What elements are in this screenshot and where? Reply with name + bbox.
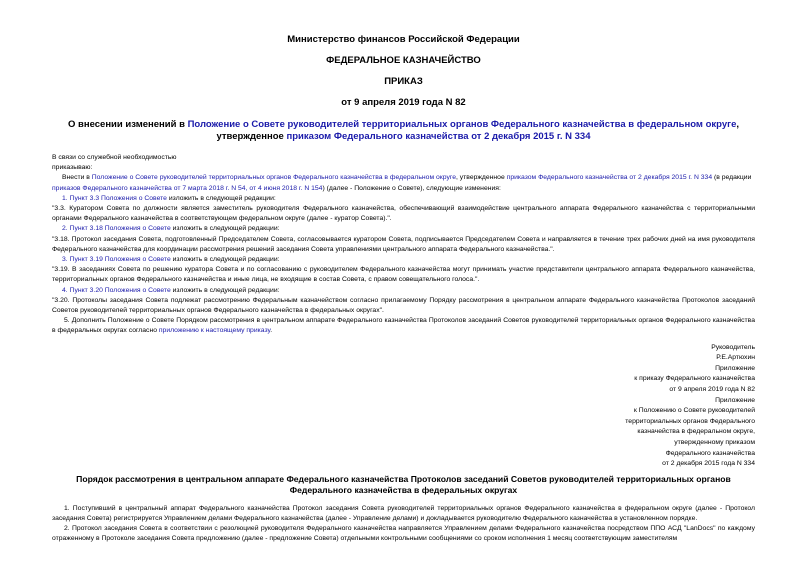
p1-text-b: , утвержденное	[456, 174, 507, 182]
item-5-text: 5. Дополнить Положение о Совете Порядком рассмотрения в центральном аппарате Федерального казначейства Протоколов заседаний Советов руководителей территориальных органов Федерального казначейства в федеральных округах согласно	[52, 317, 755, 335]
doctype-heading: ПРИКАЗ	[384, 76, 423, 87]
item-2-link[interactable]: 2. Пункт 3.18 Положения о Совете	[62, 225, 171, 233]
item-2-text: изложить в следующей редакции:	[170, 225, 280, 233]
date-number: от 9 апреля 2019 года N 82	[341, 97, 466, 108]
title-link-regulation[interactable]: Положение о Совете руководителей территориальных органов Федерального казначейства в федеральном округе	[187, 119, 737, 130]
document-title	[52, 119, 755, 143]
item-3	[52, 255, 755, 265]
appendix-2-line-6: от 2 декабря 2015 года N 334	[662, 460, 755, 468]
item-4-link[interactable]: 4. Пункт 3.20 Положения о Совете	[62, 286, 171, 294]
appendix-2-line-4: утвержденному приказом	[674, 439, 755, 446]
item-4-text: изложить в следующей редакции:	[170, 286, 280, 294]
item-5	[52, 316, 755, 336]
p1-text-c: (в редакции	[712, 174, 752, 182]
item-2-quote: "3.18. Протокол заседания Совета, подготовленный Председателем Совета, согласовывается куратором Совета, подписывается Председателем Совета и направляется в течение трех рабочих дней на имя руководителя Федерального казначейства для координации рассмотрения решений заседания Совета управлениями центрального аппарата Федерального казначейства.".	[52, 235, 755, 253]
appendix-2-line-2: территориальных органов Федерального	[625, 417, 755, 425]
item-5-end: .	[270, 327, 273, 335]
title-prefix: О внесении изменений в	[67, 119, 188, 130]
p1-link-order[interactable]: приказом Федерального казначейства от 2 декабря 2015 г. N 334	[506, 174, 713, 182]
item-2	[52, 224, 755, 234]
item-4-quote: "3.20. Протоколы заседания Совета подлежат рассмотрению Федеральным казначейством согласно прилагаемому Порядку рассмотрения в центральном аппарате Федерального казначейства Протоколов заседаний Советов руководителей территориальных органов Федерального казначейства в федеральных округах".	[52, 296, 755, 315]
appendix-1-line-2: от 9 апреля 2019 года N 82	[669, 386, 755, 394]
item-4	[52, 286, 755, 296]
appendix-2-label: Приложение	[715, 396, 755, 404]
item-1-quote: "3.3. Куратором Совета по должности является заместитель руководителя Федерального казначейства, обеспечивающий взаимодействие центрального аппарата Федерального казначейства с территориальными органами Федерального казначейства в соответствующем федеральном округе (далее - куратор Совета).".	[52, 205, 755, 223]
appendix-2-line-1: к Положению о Совете руководителей	[633, 407, 755, 415]
procedure-title: Порядок рассмотрения в центральном аппарате Федерального казначейства Протоколов заседаний Советов руководителей территориальных органов Федерального казначейства в федеральных округах	[76, 473, 731, 495]
intro-line-2: приказываю:	[52, 164, 93, 172]
p1-text-d: ) (далее - Положение о Совете), следующие изменения:	[322, 184, 501, 192]
item-3-text: изложить в следующей редакции:	[170, 256, 280, 264]
signature-and-appendix	[52, 343, 755, 470]
title-link-order[interactable]: приказом Федерального казначейства от 2 декабря 2015 г. N 334	[286, 131, 591, 142]
procedure-body	[52, 504, 755, 545]
signature-name: Р.Е.Артюхин	[716, 354, 755, 362]
p1-text-a: Внести в	[62, 174, 92, 182]
ministry-heading: Министерство финансов Российской Федерации	[287, 34, 520, 45]
item-1-link[interactable]: 1. Пункт 3.3 Положения о Совете	[62, 194, 167, 202]
intro-line-1: В связи со служебной необходимостью	[52, 154, 177, 161]
appendix-2-line-3: казначейства в федеральном округе,	[637, 428, 755, 436]
procedure-paragraph-2: 2. Протокол заседания Совета в соответствии с резолюцией руководителя Федерального казначейства направляется Управлением делами Федерального казначейства посредством ППО АСД "LanDocs" по каждому отраженному в Протоколе заседания Совета предложению (далее - предложение Совета) отдельными контрольными сообщениями со сроком исполнения 1 месяц соответствующим заместителям	[52, 525, 755, 543]
item-1-text: изложить в следующей редакции:	[166, 194, 276, 202]
p1-link-amendments[interactable]: приказов Федерального казначейства от 7 марта 2018 г. N 54, от 4 июня 2018 г. N 154	[52, 184, 323, 192]
procedure-paragraph-1: 1. Поступивший в центральный аппарат Федерального казначейства Протокол заседания Совета руководителей территориальных органов Федерального казначейства в федеральном округе (далее - Протокол заседания Совета) регистрируется Управлением делами Федерального казначейства (далее - Управление делами) и докладывается руководителю Федерального казначейства в установленном порядке.	[52, 504, 755, 522]
appendix-1-line-1: к приказу Федерального казначейства	[634, 375, 755, 383]
agency-heading: ФЕДЕРАЛЬНОЕ КАЗНАЧЕЙСТВО	[326, 55, 481, 66]
appendix-2-line-5: Федерального казначейства	[665, 449, 755, 457]
title-middle: , утвержденное	[216, 119, 739, 142]
signature-role: Руководитель	[711, 343, 755, 351]
p1-link-regulation[interactable]: Положение о Совете руководителей территориальных органов Федерального казначейства в федеральном округе	[91, 174, 456, 182]
item-5-link[interactable]: приложению к настоящему приказу	[158, 327, 271, 335]
document-body	[52, 153, 755, 337]
appendix-1-label: Приложение	[715, 364, 755, 372]
item-3-quote: "3.19. В заседаниях Совета по решению куратора Совета и по согласованию с руководителем Федерального казначейства могут принимать участие представители центрального аппарата Федерального казначейства, территориальных органов Федерального казначейства и иные лица, не входящие в состав Совета, с правом совещательного голоса.".	[52, 266, 755, 284]
item-1	[52, 194, 755, 204]
paragraph-changes	[52, 173, 755, 193]
item-3-link[interactable]: 3. Пункт 3.19 Положения о Совете	[62, 256, 171, 264]
